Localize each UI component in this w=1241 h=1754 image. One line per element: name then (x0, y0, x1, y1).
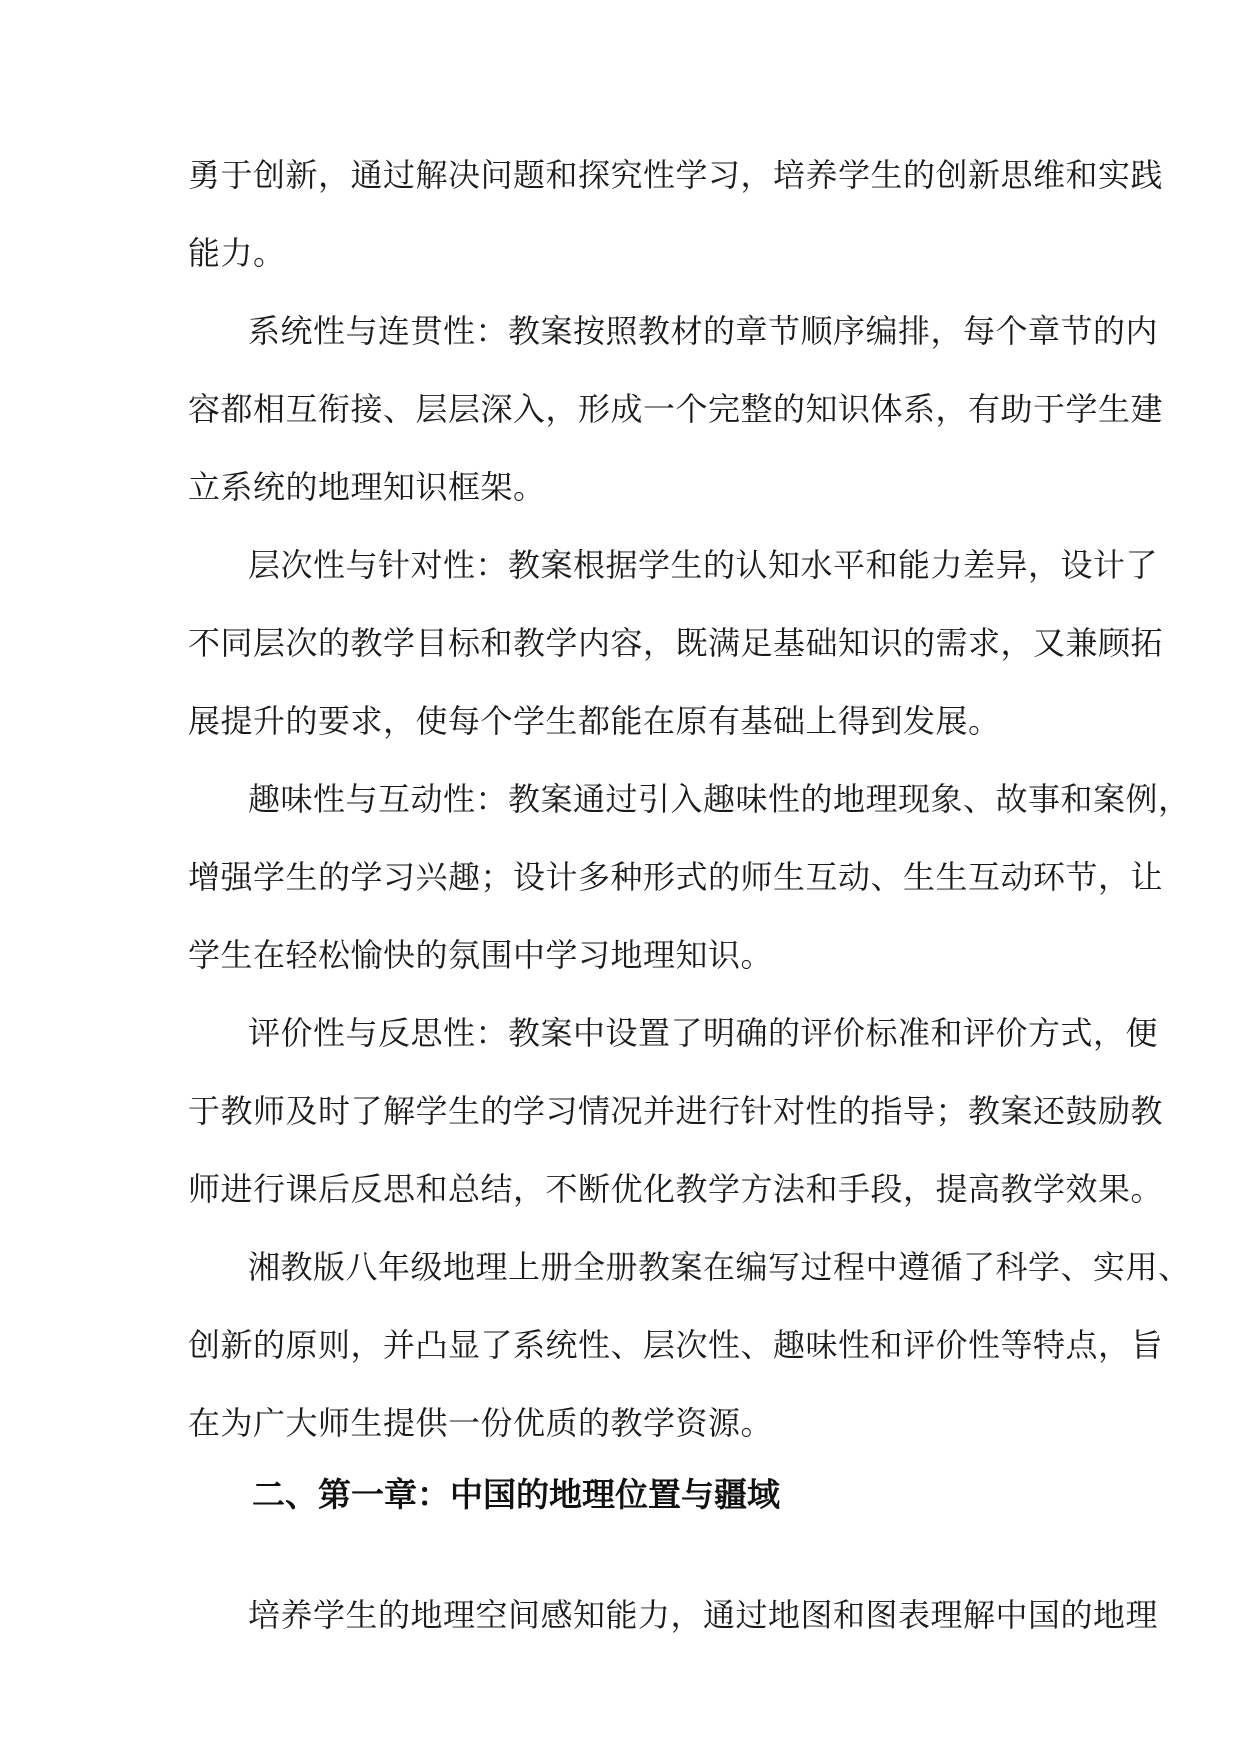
paragraph-line: 容都相互衔接、层层深入，形成一个完整的知识体系，有助于学生建 (188, 390, 1164, 428)
paragraph-line: 师进行课后反思和总结，不断优化教学方法和手段，提高教学效果。 (188, 1170, 1164, 1208)
paragraph-line: 增强学生的学习兴趣；设计多种形式的师生互动、生生互动环节，让 (188, 858, 1164, 896)
paragraph-line: 层次性与针对性：教案根据学生的认知水平和能力差异，设计了 (248, 546, 1159, 584)
paragraph-line: 不同层次的教学目标和教学内容，既满足基础知识的需求，又兼顾拓 (188, 624, 1164, 662)
body-text (188, 136, 1191, 1462)
paragraph-line: 湘教版八年级地理上册全册教案在编写过程中遵循了科学、实用、 (248, 1248, 1191, 1286)
paragraph-line: 立系统的地理知识框架。 (188, 468, 546, 506)
paragraph-line: 培养学生的地理空间感知能力，通过地图和图表理解中国的地理 (248, 1596, 1159, 1634)
paragraph-line: 在为广大师生提供一份优质的教学资源。 (188, 1404, 774, 1442)
paragraph-line: 勇于创新，通过解决问题和探究性学习，培养学生的创新思维和实践 (188, 156, 1164, 194)
paragraph-line: 学生在轻松愉快的氛围中学习地理知识。 (188, 936, 774, 974)
paragraph-line: 能力。 (188, 234, 286, 272)
paragraph-line: 创新的原则，并凸显了系统性、层次性、趣味性和评价性等特点，旨 (188, 1326, 1164, 1364)
paragraph-line: 于教师及时了解学生的学习情况并进行针对性的指导；教案还鼓励教 (188, 1092, 1164, 1130)
paragraph-line: 展提升的要求，使每个学生都能在原有基础上得到发展。 (188, 702, 1001, 740)
section-heading: 二、第一章：中国的地理位置与疆域 (252, 1475, 780, 1514)
paragraph-line: 趣味性与互动性：教案通过引入趣味性的地理现象、故事和案例， (248, 780, 1191, 818)
paragraph-line: 系统性与连贯性：教案按照教材的章节顺序编排，每个章节的内 (248, 312, 1159, 350)
paragraph-line: 评价性与反思性：教案中设置了明确的评价标准和评价方式，便 (248, 1014, 1159, 1052)
